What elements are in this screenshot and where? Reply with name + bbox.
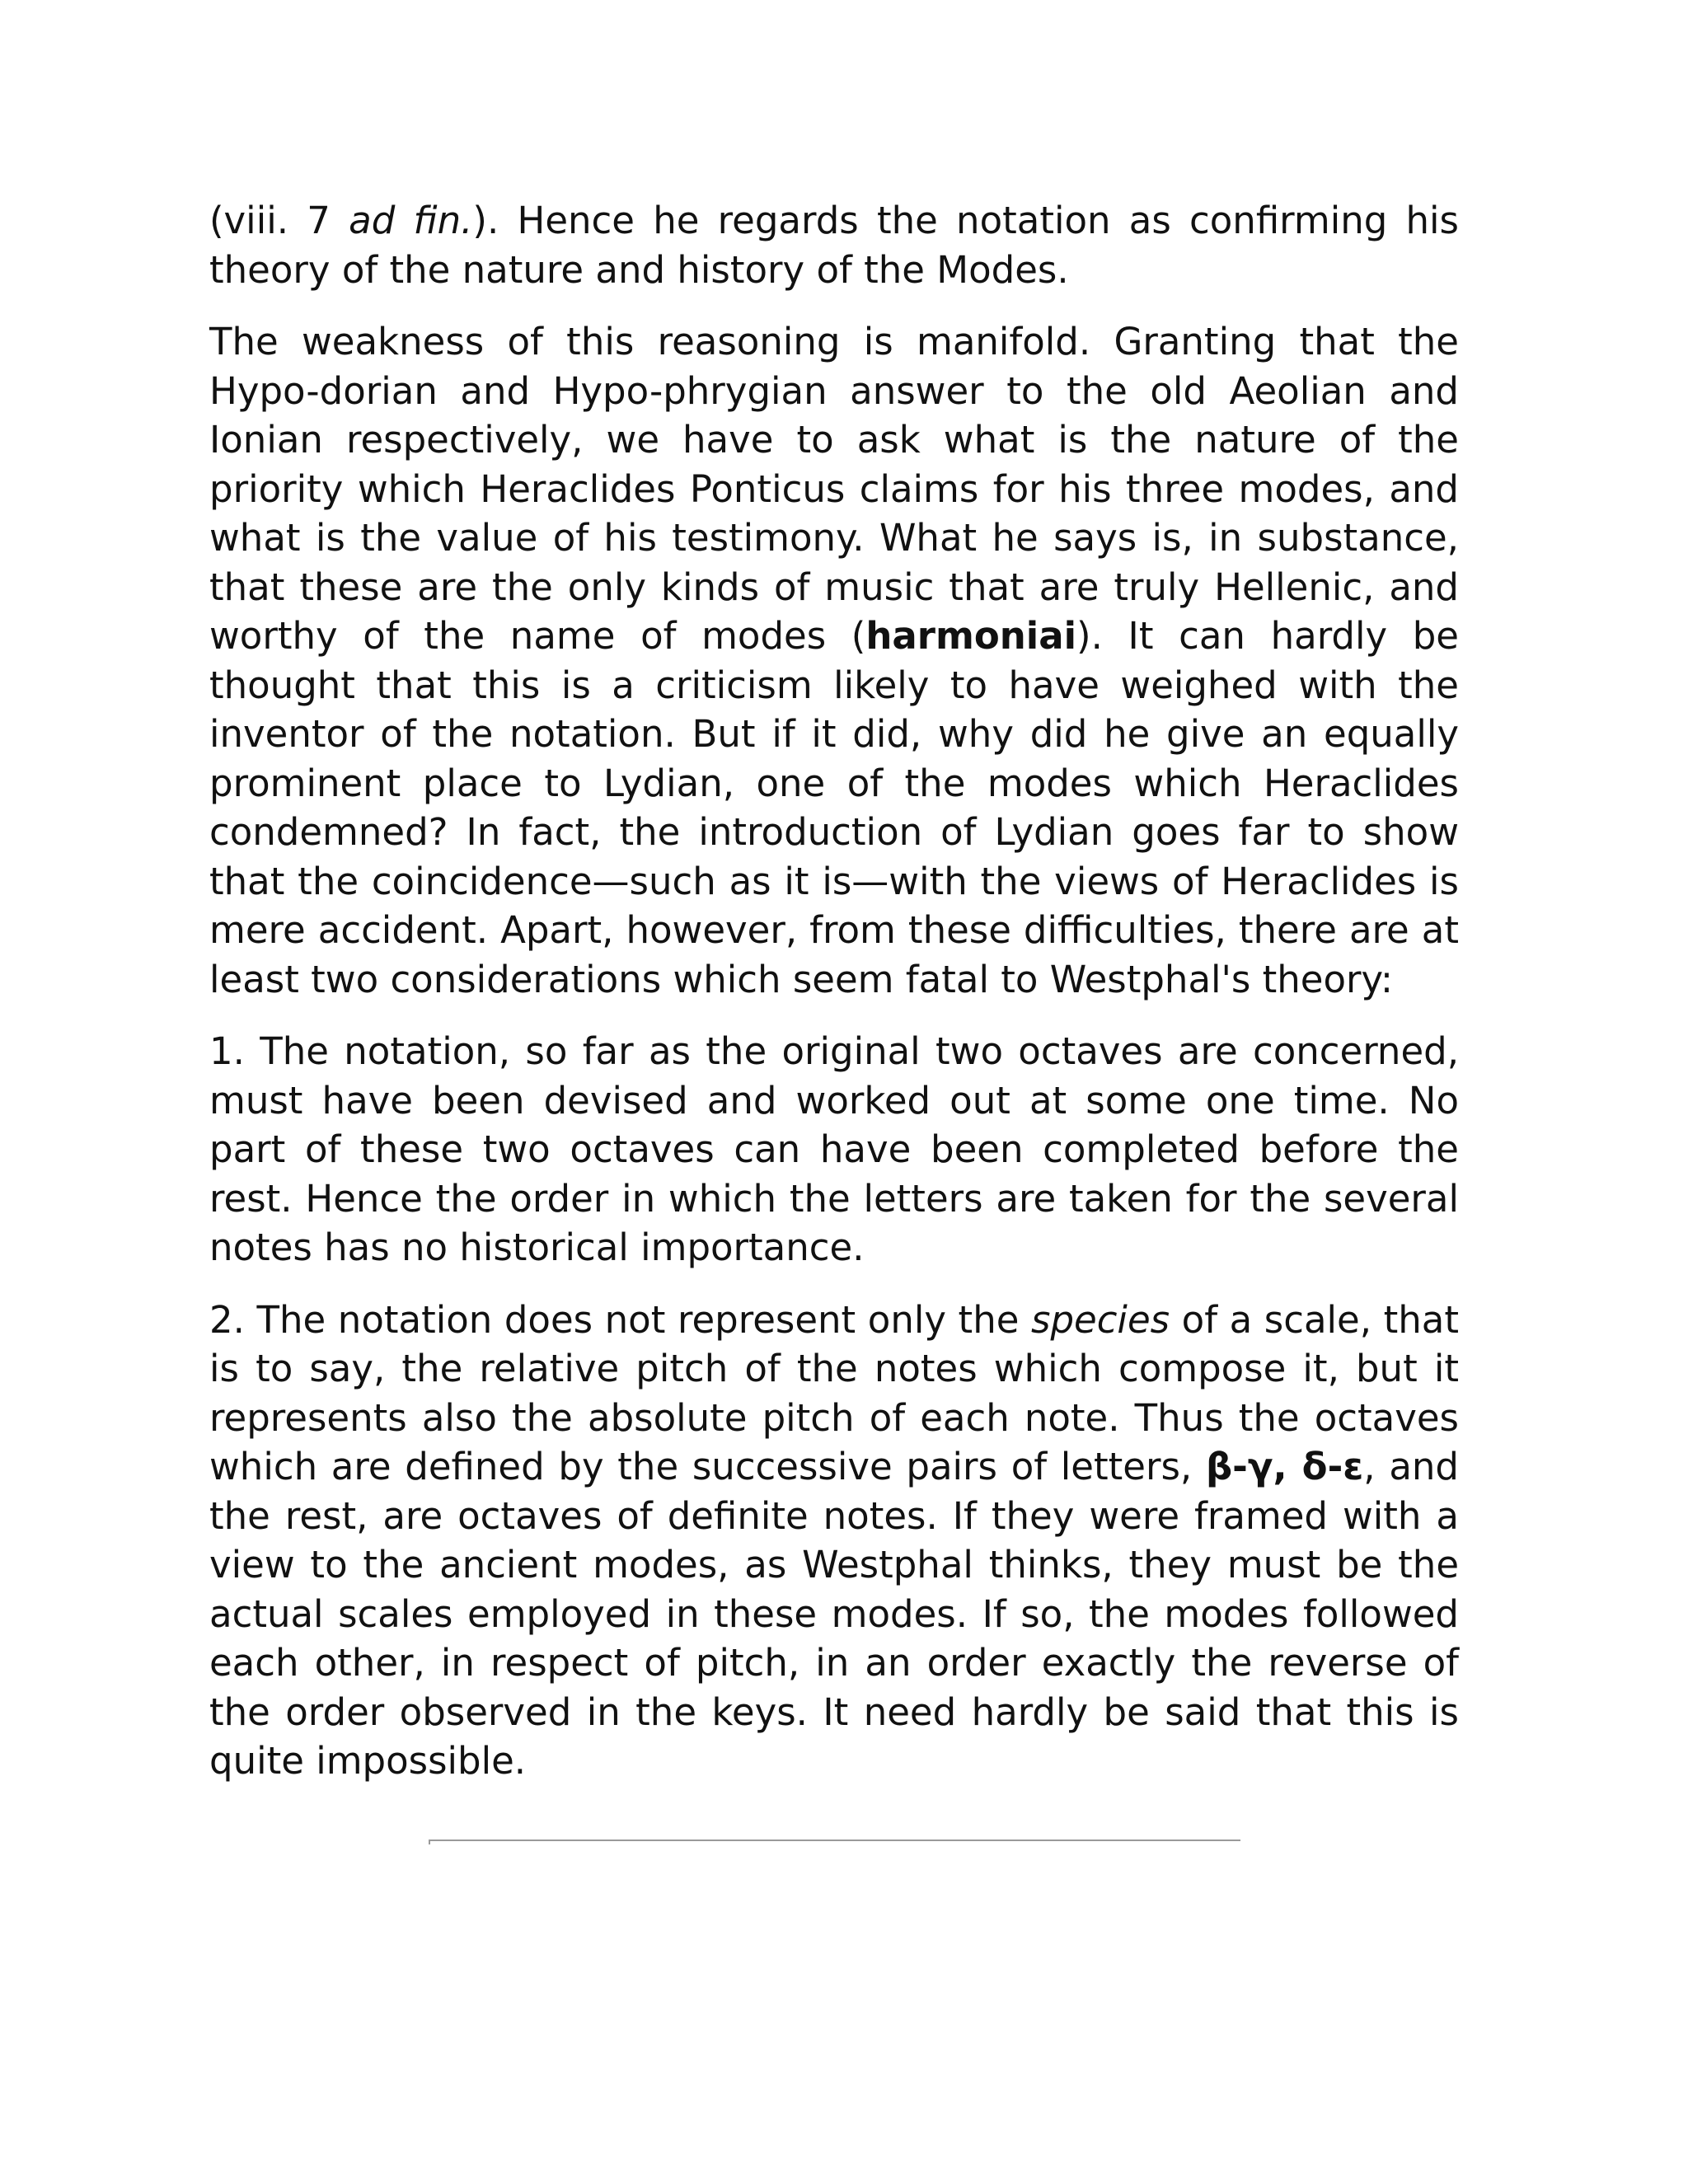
italic-run: species <box>1031 1297 1170 1342</box>
text-run: 2. The notation does not represent only the <box>209 1297 1031 1342</box>
text-run: 1. The notation, so far as the original two octaves are concerned, must have been devised and worked out at some one time. No part of these two octaves can have been completed before the rest. Hence the order in which the letters are taken for the several notes has no historical importance. <box>209 1029 1459 1269</box>
text-run: , and the rest, are octaves of definite notes. If they were framed with a view to the ancient modes, as Westphal thinks, they must be the actual scales employed in these modes. If so, the modes followed each other, in respect of pitch, in an order exactly the reverse of the order observed in the keys. It need hardly be said that this is quite impossible. <box>209 1445 1459 1783</box>
paragraph-3 <box>209 1027 1459 1272</box>
text-run: of a scale, that is to say, the relative pitch of the notes which compose it, but it represents also the absolute pitch of each note. Thus the octaves which are defined by the successive pairs of letters, <box>209 1297 1460 1488</box>
bold-run: harmoniai <box>865 614 1077 658</box>
document-body <box>209 196 1459 1786</box>
text-run: The weakness of this reasoning is manifold. Granting that the Hypo-dorian and Hypo-phrygian answer to the old Aeolian and Ionian respectively, we have to ask what is the nature of the priority which Heraclides Ponticus claims for his three modes, and what is the value of his testimony. What he says is, in substance, that these are the only kinds of music that are truly Hellenic, and worthy of the name of modes ( <box>209 320 1459 658</box>
horizontal-rule <box>429 1840 1240 1844</box>
text-run: ). It can hardly be thought that this is a criticism likely to have weighed with the inventor of the notation. But if it did, why did he give an equally prominent place to Lydian, one of the modes which Heraclides condemned? In fact, the introduction of Lydian goes far to show that the coincidence—such as it is—with the views of Heraclides is mere accident. Apart, however, from these difficulties, there are at least two considerations which seem fatal to Westphal's theory: <box>209 614 1459 1001</box>
text-run: (viii. 7 <box>209 199 349 242</box>
paragraph-1 <box>209 196 1459 294</box>
italic-run: ad fin. <box>349 199 473 242</box>
bold-run: β-γ, δ-ε <box>1205 1445 1364 1488</box>
paragraph-4 <box>209 1296 1459 1786</box>
text-run: ). Hence he regards the notation as confirming his theory of the nature and history of the Modes. <box>209 199 1460 292</box>
paragraph-2 <box>209 317 1459 1004</box>
